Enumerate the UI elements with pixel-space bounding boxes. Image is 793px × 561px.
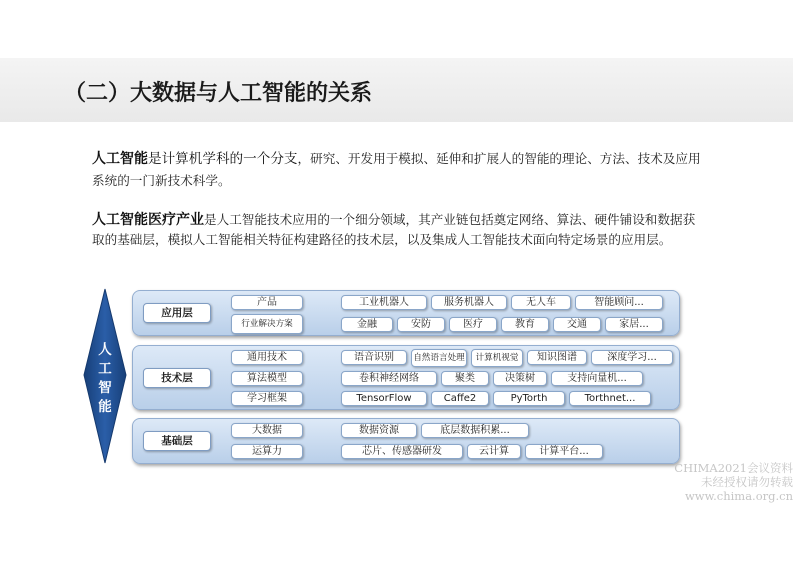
item-driverless-car: 无人车 [511, 295, 571, 310]
category-learning-framework: 学习框架 [231, 391, 303, 406]
layer-name-technology: 技术层 [143, 368, 211, 388]
base-layer [132, 418, 680, 464]
item-svm: 支持向量机... [551, 371, 643, 386]
watermark-line: CHIMA2021会议资料 [674, 461, 793, 475]
item-tensorflow: TensorFlow [341, 391, 427, 406]
item-speech-recognition: 语音识别 [341, 350, 407, 365]
item-security: 安防 [397, 317, 445, 332]
item-transport: 交通 [553, 317, 601, 332]
item-cloud-computing: 云计算 [467, 444, 521, 459]
item-nlp: 自然语言处理 [411, 349, 467, 367]
item-clustering: 聚类 [441, 371, 489, 386]
definition-lead: 是计算机学科的一个分支 [148, 151, 298, 167]
item-medical: 医疗 [449, 317, 497, 332]
item-industrial-robot: 工业机器人 [341, 295, 427, 310]
application-layer [132, 290, 680, 336]
definition-rest: ，研究、开发用于模拟、延伸和扩展人的智能的理论、方法、技术及应用系统的一门新技术科学。 [92, 151, 701, 188]
watermark [672, 461, 793, 503]
category-compute: 运算力 [231, 444, 303, 459]
side-char: 工 [98, 361, 112, 377]
ai-vertical-label [90, 341, 120, 417]
item-torthnet: Torthnet... [569, 391, 651, 406]
page-title: （二）大数据与人工智能的关系 [64, 81, 373, 106]
item-cnn: 卷积神经网络 [341, 371, 437, 386]
ai-medical-paragraph [92, 210, 702, 249]
item-service-robot: 服务机器人 [431, 295, 507, 310]
category-industry-solution: 行业解决方案 [231, 314, 303, 334]
item-pytorth: PyTorth [493, 391, 565, 406]
title-band [0, 58, 793, 122]
item-computer-vision: 计算机视觉 [471, 349, 523, 367]
layer-name-base: 基础层 [143, 431, 211, 451]
item-knowledge-graph: 知识图谱 [527, 350, 587, 365]
item-decision-tree: 决策树 [493, 371, 547, 386]
layer-name-application: 应用层 [143, 303, 211, 323]
category-algorithm-model: 算法模型 [231, 371, 303, 386]
term-ai: 人工智能 [92, 151, 148, 167]
item-education: 教育 [501, 317, 549, 332]
side-char: 智 [98, 380, 112, 396]
term-ai-medical: 人工智能医疗产业 [92, 212, 204, 228]
item-data-resources: 数据资源 [341, 423, 417, 438]
technology-layer [132, 345, 680, 410]
item-computing-platform: 计算平台... [525, 444, 603, 459]
item-deep-learning: 深度学习... [591, 350, 673, 365]
item-finance: 金融 [341, 317, 393, 332]
item-home: 家居... [605, 317, 663, 332]
ai-industry-chain-diagram [82, 287, 682, 467]
watermark-line: 未经授权请勿转载 [701, 475, 793, 489]
item-caffe2: Caffe2 [431, 391, 489, 406]
watermark-line: www.chima.org.cn [684, 489, 793, 503]
category-product: 产品 [231, 295, 303, 310]
item-smart-advisor: 智能顾问... [575, 295, 663, 310]
ai-medical-rest: 是人工智能技术应用的一个细分领域，其产业链包括奠定网络、算法、硬件铺设和数据获取的基础层，模拟人工智能相关特征构建路径的技术层，以及集成人工智能技术面向特定场景的应用层。 [92, 212, 696, 247]
category-general-tech: 通用技术 [231, 350, 303, 365]
item-underlying-data: 底层数据积累... [421, 423, 529, 438]
side-char: 能 [98, 399, 112, 415]
item-chips-sensors: 芯片、传感器研发 [341, 444, 463, 459]
side-char: 人 [98, 342, 112, 358]
category-big-data: 大数据 [231, 423, 303, 438]
ai-definition-paragraph [92, 148, 702, 191]
